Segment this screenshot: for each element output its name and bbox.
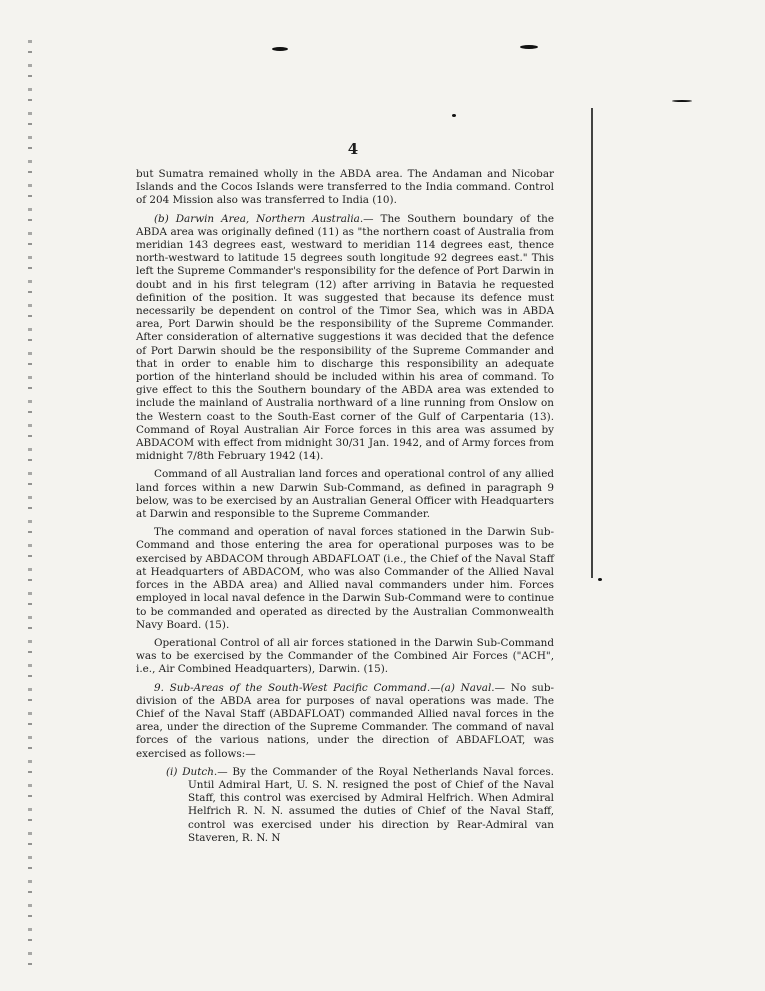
paragraph-text: Command of all Australian land forces and operational control of any allied land forces within a new Darwin Sub-Command, as defined in paragraph 9 below, was to be exercised by an Australian General Officer with Headquarters at Darwin and responsible to the Supreme Commander. bbox=[136, 468, 554, 521]
paragraph-heading: (b) Darwin Area, Northern Australia.— bbox=[154, 212, 374, 225]
scan-mark bbox=[452, 114, 456, 117]
page-number: 4 bbox=[347, 140, 359, 158]
paragraph-text: The command and operation of naval forces stationed in the Darwin Sub-Command and those entering the area for operational purposes was to be exercised by ABDACOM through ABDAFLOAT (i.e., the Chief of the Naval Staff at Headquarters of ABDACOM, who was also Commander of the Allied Naval forces in the ABDA area) and Allied naval commanders under him. Forces employed in local naval defence in the Darwin Sub-Command were to continue to be commanded and operated as directed by the Australian Commonwealth Navy Board. (15). bbox=[136, 526, 555, 631]
scan-mark bbox=[520, 45, 538, 49]
scan-mark bbox=[598, 578, 602, 581]
scan-mark bbox=[272, 47, 288, 51]
paragraph-text: The Southern boundary of the ABDA area was originally defined (11) as "the northern coast of Australia from meridian 143 degrees east, westward to meridian 114 degrees east, thence north-westward to latitude 15 degrees south longitude 92 degrees east." This left the Supreme Commander's responsibility for the defence of Port Darwin in doubt and in his first telegram (12) after arriving in Batavia he requested definition of the position. It was suggested that because its defence must necessarily be dependent on control of the Timor Sea, which was in ABDA area, Port Darwin should be the responsibility of the Supreme Commander. After consideration of alternative suggestions it was decided that the defence of Port Darwin should be the responsibility of the Supreme Commander and that in order to enable him to discharge this responsibility an adequate portion of the hinterland should be included within his area of command. To give effect to this the Southern boundary of the ABDA area was extended to include the mainland of Australia northward of a line running from Onslow on the Western coast to the South-East corner of the Gulf of Carpentaria (13). Command of Royal Australian Air Force forces in this area was assumed by ABDACOM with effect from midnight 30/31 Jan. 1942, and of Army forces from midnight 7/8th February 1942 (14). bbox=[136, 212, 554, 463]
paragraph-text: No sub-division of the ABDA area for purposes of naval operations was made. The Chief of the Naval Staff (ABDAFLOAT) commanded Allied naval forces in the area, under the direction of the Supreme Commander. The command of naval forces of the various nations, under the direction of ABDAFLOAT, was exercised as follows:— bbox=[136, 681, 555, 760]
sub-paragraph bbox=[166, 766, 554, 845]
paragraph bbox=[136, 168, 554, 208]
paragraph-heading: (i) Dutch.— bbox=[166, 765, 228, 778]
scan-left-edge bbox=[28, 40, 32, 970]
paragraph-text: By the Commander of the Royal Netherlands Naval forces. Until Admiral Hart, U. S. N. resigned the post of Chief of the Naval Staff, this control was exercised by Admiral Helfrich. When Admiral Helfrich R. N. N. assumed the duties of Chief of the Naval Staff, control was exercised under his direction by Rear-Admiral van Staveren, R. N. N bbox=[188, 765, 554, 844]
paragraph-text: but Sumatra remained wholly in the ABDA area. The Andaman and Nicobar Islands and the Cocos Islands were transferred to the India command. Control of 204 Mission also was transferred to India (10). bbox=[136, 168, 554, 207]
paragraph bbox=[136, 213, 554, 464]
document-body bbox=[136, 168, 554, 850]
paragraph bbox=[136, 468, 554, 521]
scan-right-line bbox=[591, 108, 593, 578]
paragraph bbox=[136, 637, 554, 677]
paragraph-text: Operational Control of all air forces stationed in the Darwin Sub-Command was to be exercised by the Commander of the Combined Air Forces ("ACH", i.e., Air Combined Headquarters), Darwin. (15). bbox=[136, 636, 554, 676]
scan-mark bbox=[672, 100, 692, 102]
paragraph-heading: 9. Sub-Areas of the South-West Pacific Command.—(a) Naval.— bbox=[154, 681, 506, 694]
paragraph bbox=[136, 526, 554, 632]
paragraph bbox=[136, 682, 554, 761]
